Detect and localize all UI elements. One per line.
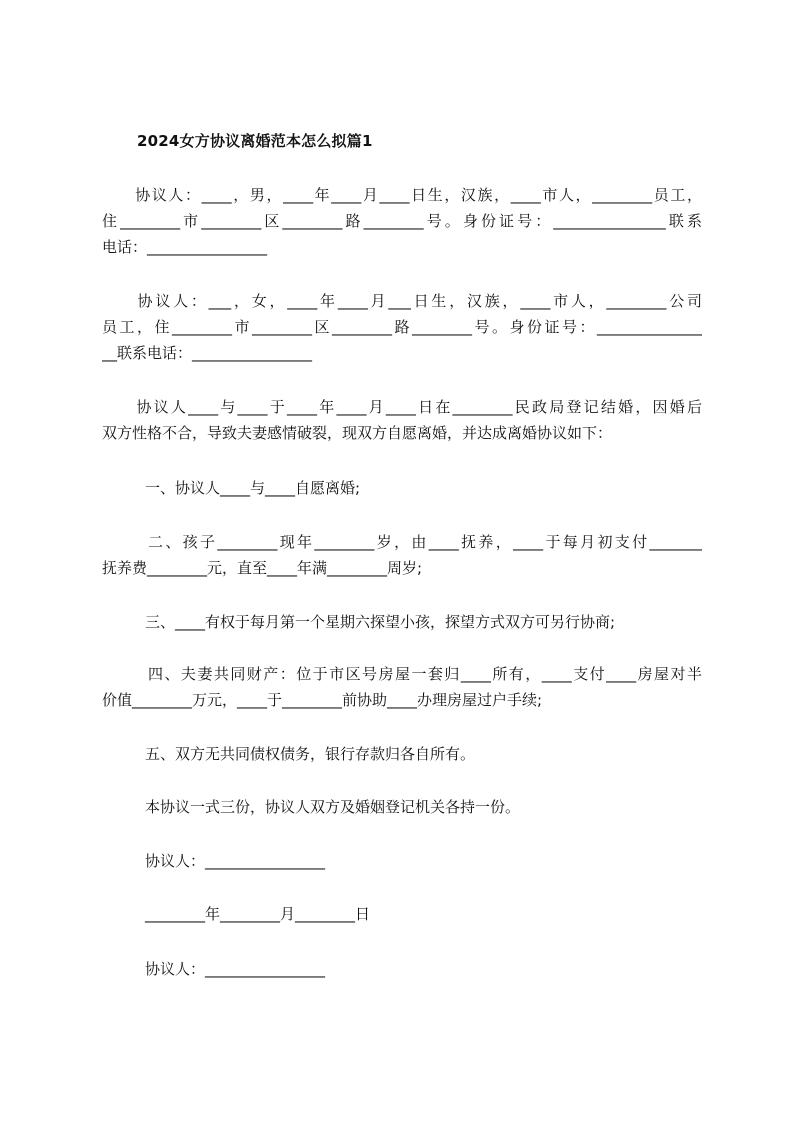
paragraph-line: __联系电话：________________ [102, 344, 313, 362]
clause-3: 三、____有权于每月第一个星期六探望小孩，探望方式双方可另行协商; [145, 613, 616, 631]
paragraph-line: 员工，住________市________区________路________号。身份证号：______________ [102, 318, 702, 336]
paragraph-line: 价值________万元，____于________前协助____办理房屋过户手续; [102, 691, 543, 709]
document-title: 2024女方协议离婚范本怎么拟篇1 [137, 132, 373, 150]
paragraph-line: 二、孩子________现年________岁，由____抚养，____于每月初支付_______ [148, 533, 702, 551]
clause-2 [102, 529, 702, 581]
clause-5: 五、双方无共同债权债务，银行存款归各自所有。 [145, 745, 476, 763]
paragraph-line: 协议人____与____于____年____月____日在________民政局登记结婚，因婚后 [102, 398, 702, 416]
party-man-paragraph [102, 182, 702, 260]
paragraph-line: 抚养费________元，直至____年满________周岁; [102, 559, 423, 577]
clause-1: 一、协议人____与____自愿离婚; [145, 479, 361, 497]
signer-2-line: 协议人：________________ [145, 960, 326, 978]
paragraph-line: 住________市________区________路________号。身份证号：_______________联系 [102, 212, 702, 230]
intro-paragraph [102, 394, 702, 446]
paragraph-line: 协议人：____，男，____年____月____日生，汉族，____市人，________员工， [102, 186, 702, 204]
signer-1-line: 协议人：________________ [145, 852, 326, 870]
paragraph-line: 双方性格不合，导致夫妻感情破裂，现双方自愿离婚，并达成离婚协议如下： [102, 424, 613, 442]
paragraph-line: 协议人：___，女，____年____月___日生，汉族，____市人，________公司 [102, 292, 702, 310]
copies-statement: 本协议一式三份，协议人双方及婚姻登记机关各持一份。 [145, 798, 521, 816]
clause-4 [102, 661, 702, 713]
paragraph-line: 电话：________________ [102, 238, 268, 256]
party-woman-paragraph [102, 288, 702, 366]
date-line: ________年________月________日 [145, 905, 371, 923]
paragraph-line: 四、夫妻共同财产：位于市区号房屋一套归____所有，____支付____房屋对半 [148, 665, 702, 683]
